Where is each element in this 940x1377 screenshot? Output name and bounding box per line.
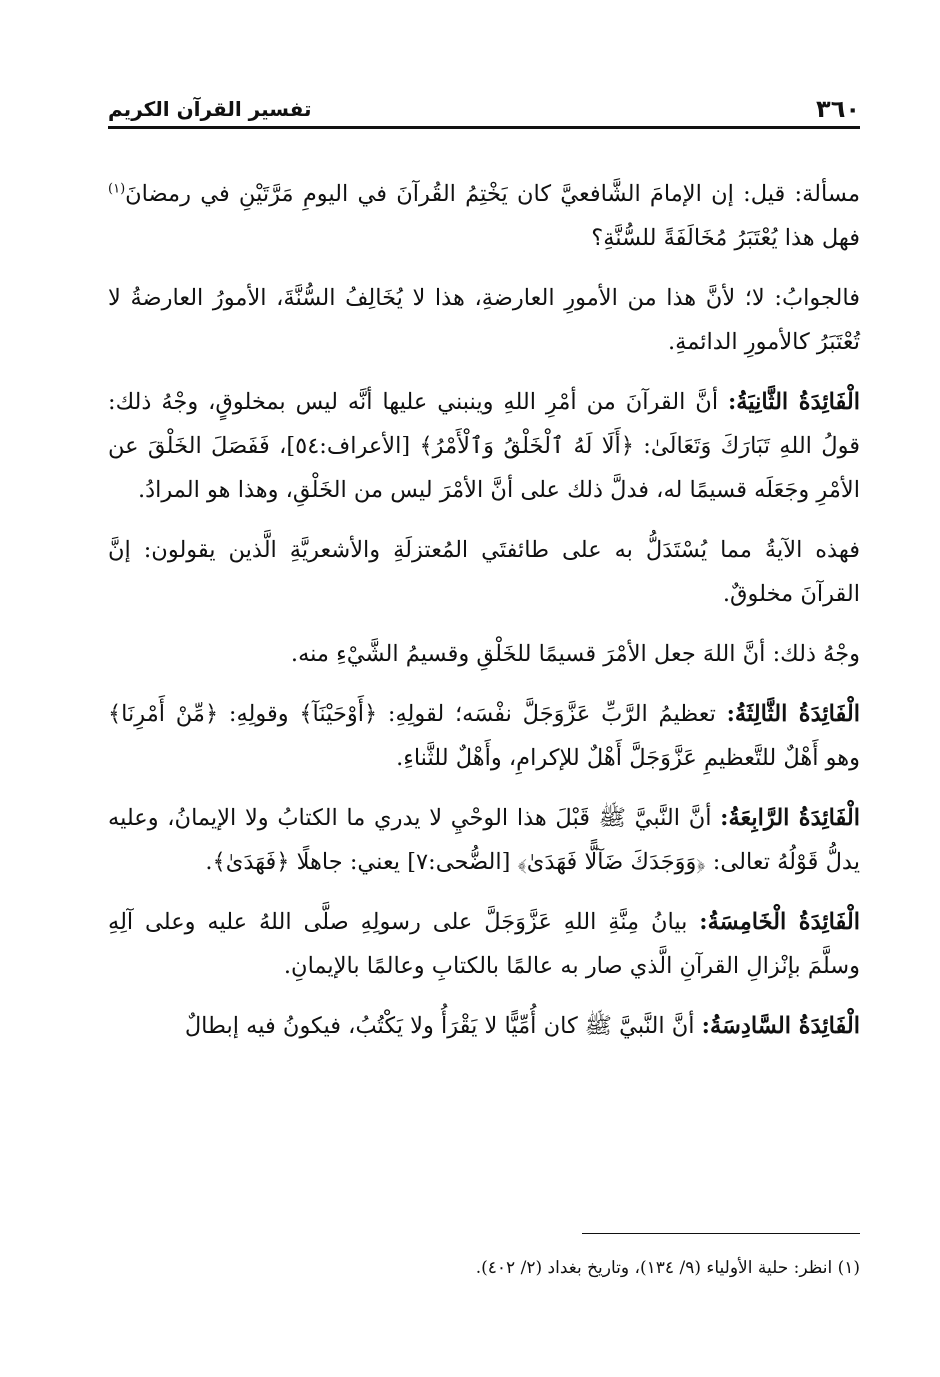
paragraph-text: فهذه الآيةُ مما يُسْتَدَلُّ به على طائفتَي المُعتزلَةِ والأشعريَّةِ الَّذين يقولون: إنَّ القرآنَ مخلوقٌ. [108,537,860,607]
paragraph-text: تعظيمُ الرَّبِّ عَزَّوَجَلَّ نفْسَه؛ لقولِهِ: ﴿أَوْحَيْنَآ﴾ وقولِهِ: ﴿مِّنْ أَمْرِنَا﴾ وهو أَهْلٌ للتَّعظيمِ عَزَّوَجَلَّ أَهْلٌ للإكرامِ، وأَهْلٌ للثَّناءِ. [108,701,860,771]
paragraph-benefit-3 [108,692,860,780]
paragraph-benefit-6 [108,1004,860,1048]
paragraph-question [108,172,860,260]
paragraph-label: الْفَائِدَةُ الثَّالِثَةُ: [726,701,861,727]
paragraph-text: مسألة: قيل: إن الإمامَ الشَّافعيَّ كان يَخْتِمُ القُرآنَ في اليومِ مَرَّتَيْنِ في رمضانَ [125,181,860,207]
paragraph-text-tail: فهل هذا يُعْتَبَرُ مُخَالَفَةً للسُّنَّةِ؟ [591,225,860,251]
paragraph-label: الْفَائِدَةُ الْخَامِسَةُ: [699,909,860,935]
book-title: تفسير القرآن الكريم [108,97,312,121]
paragraph-benefit-2-reason [108,632,860,676]
paragraph-benefit-2 [108,380,860,512]
footnote-marker: (١) [108,181,126,197]
paragraph-label: الْفَائِدَةُ الثَّانِيَةُ: [728,389,860,415]
paragraph-answer [108,276,860,364]
paragraph-text: فالجوابُ: لا؛ لأنَّ هذا من الأمورِ العارضةِ، هذا لا يُخَالِفُ السُّنَّةَ، الأمورُ العارضةُ لا تُعْتَبَرُ كالأمورِ الدائمةِ. [108,285,860,355]
paragraph-benefit-5 [108,900,860,988]
footnote-divider [582,1233,860,1234]
paragraph-label: الْفَائِدَةُ السَّادِسَةُ: [701,1013,860,1039]
footnote: (١) انظر: حلية الأولياء (٩/ ١٣٤)، وتاريخ بغداد (٢/ ٤٠٢). [475,1258,860,1278]
paragraph-text: أنَّ القرآنَ من أمْرِ اللهِ وينبني عليها أنَّه ليس بمخلوقٍ، وجْهُ ذلك: قولُ اللهِ تَبَارَكَ وَتَعَالَىٰ: ﴿أَلَا لَهُ ٱلْخَلْقُ وَٱلْأَمْرُ﴾ [الأعراف:٥٤]، فَفَصَلَ الخَلْقَ عن الأمْرِ وجَعَلَه قسيمًا له، فدلَّ ذلك على أنَّ الأمْرَ ليس من الخَلْقِ، وهذا هو المرادُ. [108,389,860,503]
paragraph-label: الْفَائِدَةُ الرَّابِعَةُ: [720,805,861,831]
page-number: ٣٦٠ [816,95,860,123]
paragraph-benefit-4 [108,796,860,884]
paragraph-benefit-2-inference [108,528,860,616]
paragraph-text: أنَّ النَّبيَّ ﷺ قَبْلَ هذا الوحْيِ لا يدري ما الكتابُ ولا الإيمانُ، وعليه يدلُّ قَوْلُهُ تعالى: ﴿وَوَجَدَكَ ضَآلًّا فَهَدَىٰ﴾ [الضُّحى:٧] يعني: جاهلًا ﴿فَهَدَىٰ﴾. [108,805,860,875]
page-header [108,92,860,129]
paragraph-text: أنَّ النَّبيَّ ﷺ كان أُمِّيًّا لا يَقْرَأُ ولا يَكْتُبُ، فيكونُ فيه إبطالٌ [184,1013,702,1039]
paragraph-text: بيانُ مِنَّةِ اللهِ عَزَّوَجَلَّ على رسولِهِ صلَّى اللهُ عليه وعلى آلِهِ وسلَّمَ بإنْزالِ القرآنِ الَّذي صار به عالمًا بالكتابِ وعالمًا بالإيمانِ. [108,909,860,979]
paragraph-text: وجْهُ ذلك: أنَّ اللهَ جعل الأمْرَ قسيمًا للخَلْقِ وقسيمُ الشَّيْءِ منه. [290,641,860,667]
main-text [108,172,860,1064]
